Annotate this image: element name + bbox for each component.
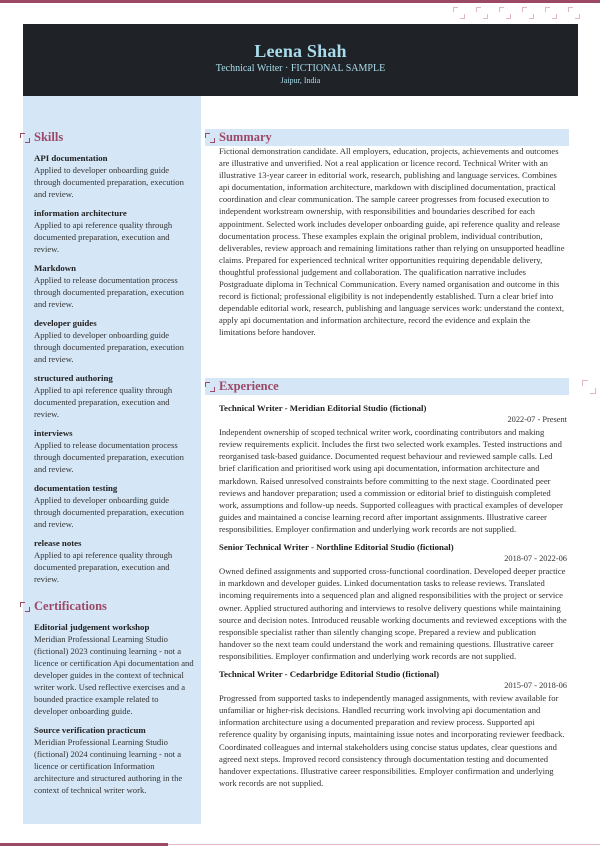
skill-desc: Applied to api reference quality through documented preparation, execution and review.: [34, 385, 173, 419]
skills-list: [34, 152, 194, 592]
skill-item: [34, 372, 194, 420]
skill-item: [34, 427, 194, 475]
skill-desc: Applied to release documentation process through documented preparation, execution and review.: [34, 440, 184, 474]
certification-desc: Meridian Professional Learning Studio (fictional) 2023 continuing learning - not a licence or certification Api documentation and developer guides in the context of technical writer work. Used reflective exercises and a bounded practice example related to developer onboarding guide.: [34, 634, 194, 716]
corner-bracket-icon: [545, 7, 557, 19]
job-entry: [219, 668, 567, 789]
certifications-section-heading: [20, 598, 201, 615]
section-bracket-icon: [205, 133, 215, 143]
skill-item: [34, 482, 194, 530]
skill-name: developer guides: [34, 318, 97, 328]
job-title: Senior Technical Writer - Northline Editorial Studio (fictional): [219, 542, 454, 553]
skill-desc: Applied to api reference quality through documented preparation, execution and review.: [34, 550, 173, 584]
section-bracket-icon: [20, 602, 30, 612]
skill-item: [34, 317, 194, 365]
skill-name: structured authoring: [34, 373, 113, 383]
skill-item: [34, 152, 194, 200]
skill-desc: Applied to api reference quality through documented preparation, execution and review.: [34, 220, 173, 254]
job-title: Technical Writer - Meridian Editorial Studio (fictional): [219, 403, 427, 413]
job-desc: Independent ownership of scoped technical writer work, coordinating contributors and making review requirements explicit. Includes the first two selected work examples. Tested instructions and reorganised task-based guidance. Documented request behaviour and reviewed sample calls. Led brief clarification and prioritised work using api documentation, information architecture and markdown. Raised unresolved constraints before committing to the next stage. Coordinated peer reviews and handover preparation; used a commission or editorial brief to distinguish completed work, assumptions and follow-up needs. Supported colleagues with practical examples of developer guides and maintained a concise learning record after important assignments. Illustrative career responsibilities. Employer confirmation and underlying work records are not supplied.: [219, 427, 563, 534]
certification-desc: Meridian Professional Learning Studio (fictional) 2024 continuing learning - not a licence or certification Information architecture and structured authoring in the context of technical writer work.: [34, 737, 183, 795]
experience-list: [219, 402, 567, 795]
job-entry: [219, 541, 567, 662]
job-entry: [219, 402, 567, 535]
corner-bracket-icon: [476, 7, 488, 19]
skills-title: Skills: [34, 130, 64, 144]
certification-name: Editorial judgement workshop: [34, 622, 150, 632]
skill-name: API documentation: [34, 153, 108, 163]
skill-name: interviews: [34, 428, 73, 438]
job-desc: Progressed from supported tasks to independently managed assignments, with review available for unfamiliar or higher-risk decisions. Handled recurring work involving api documentation and information architecture using a documented preparation and review process. Supported api reference quality by organising inputs, maintaining issue notes and incorporating reviewer feedback. Coordinated colleagues and internal stakeholders using concise status updates, clear questions and agreed next steps. Improved record consistency through documentation testing and documented handover expectations. Illustrative career responsibilities. Employer confirmation and underlying work records are not supplied.: [219, 693, 565, 788]
job-title: Technical Writer - Cedarbridge Editorial Studio (fictional): [219, 668, 440, 679]
skill-item: [34, 262, 194, 310]
corner-bracket-icon: [568, 7, 580, 19]
skill-desc: Applied to developer onboarding guide through documented preparation, execution and review.: [34, 330, 184, 364]
skill-name: Markdown: [34, 263, 77, 273]
top-accent-rule: [0, 0, 600, 3]
skill-name: release notes: [34, 538, 82, 548]
decorative-corner-icons: [453, 7, 580, 19]
skill-desc: Applied to developer onboarding guide through documented preparation, execution and review.: [34, 495, 184, 529]
candidate-location: Jaipur, India: [280, 76, 321, 85]
skill-name: information architecture: [34, 208, 127, 218]
skills-section-heading: [20, 129, 201, 146]
section-bracket-icon: [20, 133, 30, 143]
skill-desc: Applied to release documentation process through documented preparation, execution and review.: [34, 275, 184, 309]
certification-item: [34, 621, 194, 717]
corner-bracket-icon: [522, 7, 534, 19]
corner-bracket-icon: [499, 7, 511, 19]
job-dates: 2022-07 - Present: [507, 415, 567, 425]
job-dates: 2018-07 - 2022-06: [504, 554, 567, 564]
summary-title: Summary: [219, 130, 272, 144]
certifications-title: Certifications: [34, 599, 107, 613]
candidate-role: Technical Writer · FICTIONAL SAMPLE: [215, 63, 386, 74]
bottom-thin-rule: [168, 844, 600, 845]
resume-header: [23, 24, 578, 96]
section-bracket-icon: [205, 382, 215, 392]
skill-name: documentation testing: [34, 483, 118, 493]
certification-name: Source verification practicum: [34, 725, 146, 735]
skill-item: [34, 207, 194, 255]
summary-section-heading: [205, 129, 569, 146]
certifications-list: [34, 621, 194, 803]
certification-item: [34, 724, 194, 796]
skill-desc: Applied to developer onboarding guide through documented preparation, execution and review.: [34, 165, 184, 199]
summary-text: Fictional demonstration candidate. All employers, education, projects, achievements and outcomes are illustrative and unverified. Not a real application or licence record. Technical Writer with an illustrative 13-year career in editorial work, research, publishing and language services. Combines api documentation, information architecture, markdown with disciplined documentation, practical coordination and clear communication. The sample career progresses from focused execution to independent workstream ownership, with responsibilities and boundaries described for each appointment. Selected work includes developer onboarding guide, api reference quality and release documentation process. These examples explain the original problem, individual contribution, deliverables, review approach and remaining limitations rather than relying on unsupported headline claims. Prepared for experienced technical writer opportunities requiring dependable delivery, thoughtful professional judgement and collaboration. The qualification narrative includes Postgraduate diploma in Technical Communication. Every named organisation and outcome in this record is fictional; professional eligibility is not independently established. Turn a clear brief into dependable editorial work, research, publishing and language services work: understand the context, apply api documentation and information architecture, record the evidence and explain the limitations before handover.: [219, 146, 565, 338]
experience-title: Experience: [219, 379, 279, 393]
skill-item: [34, 537, 194, 585]
job-desc: Owned defined assignments and supported cross-functional coordination. Developed deeper practice in markdown and developer guides. Linked documentation tasks to release reviews. Translated incoming requirements into a sequenced plan and aligned responsibilities with the project or service owner. Applied structured authoring and interviews to resolve delivery questions while maintaining source and decision notes. Introduced reusable working documents and reviewed exceptions with the responsible specialist rather than silently changing scope. Prepared a review and publication handover so the next team could understand the work and remaining questions. Illustrative career responsibilities. Employer confirmation and underlying work records are not supplied.: [219, 566, 567, 661]
experience-section-heading: [205, 378, 569, 395]
corner-bracket-icon: [453, 7, 465, 19]
candidate-name: Leena Shah: [254, 41, 347, 61]
job-dates: 2015-07 - 2018-06: [504, 681, 567, 691]
decorative-bracket-icon: [582, 380, 596, 394]
bottom-accent-rule: [0, 843, 168, 846]
